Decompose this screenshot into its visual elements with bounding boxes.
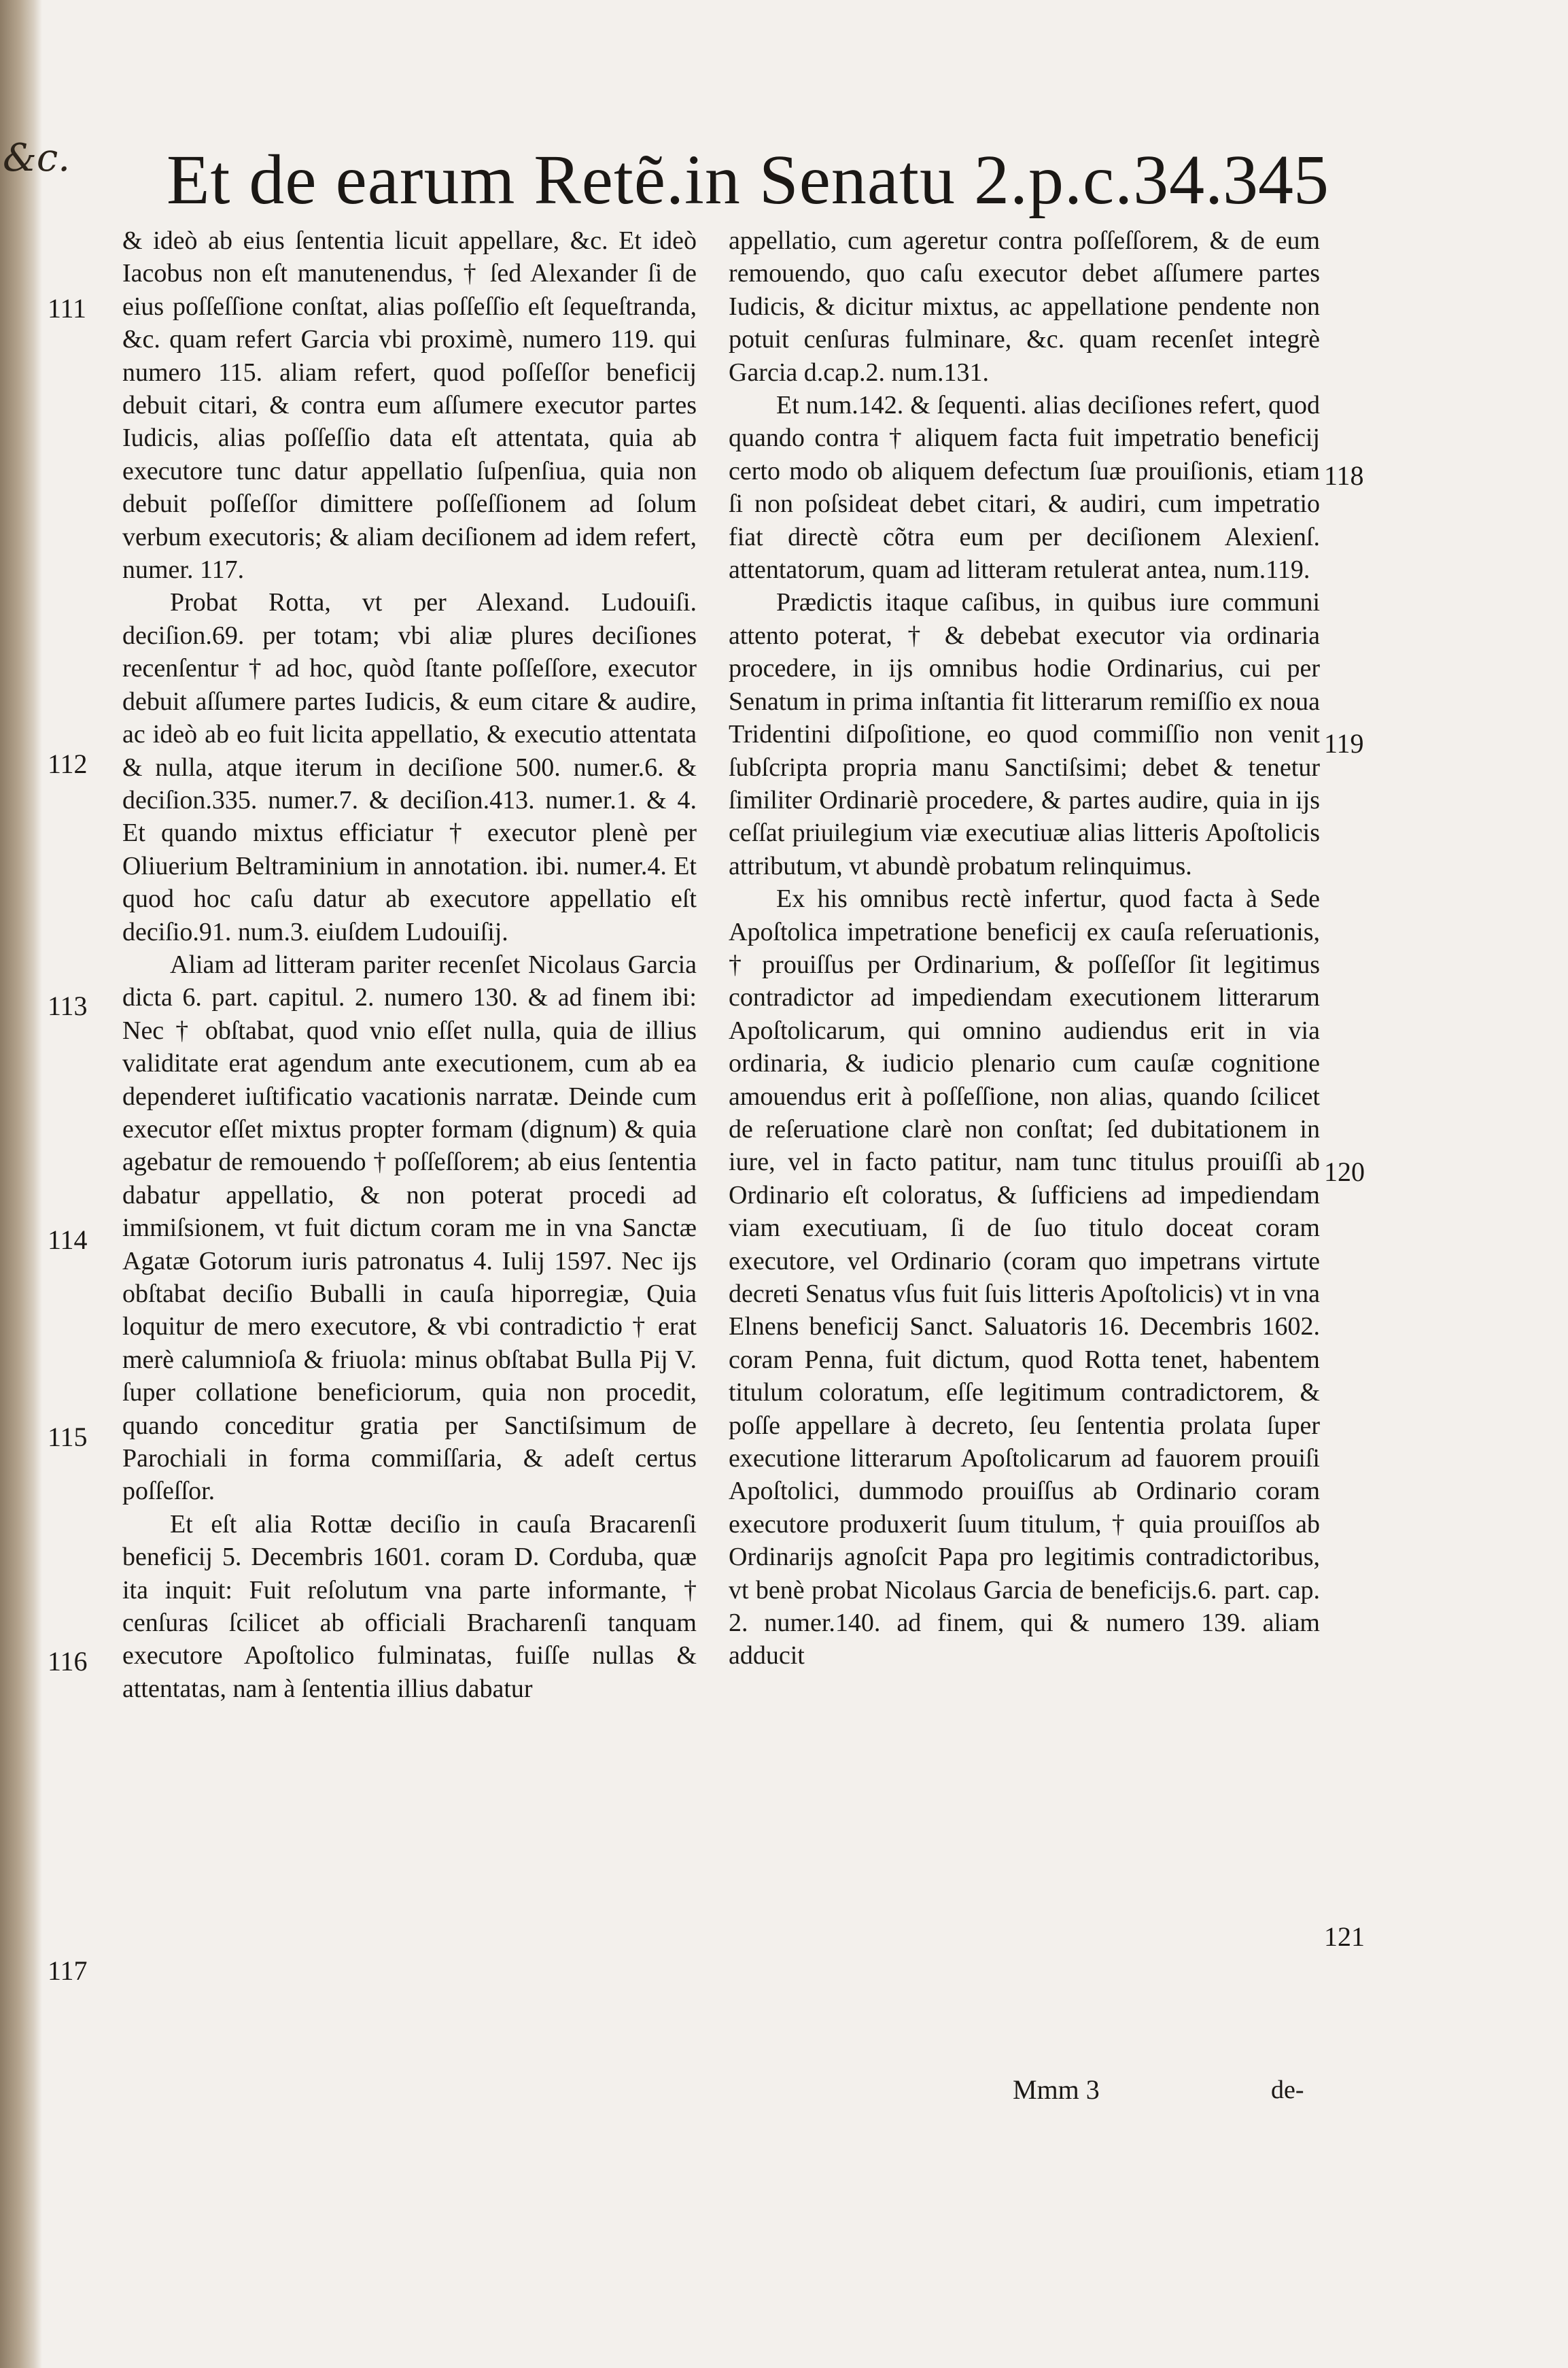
margin-number: 121 bbox=[1324, 1921, 1365, 1952]
margin-number: 117 bbox=[48, 1955, 88, 1986]
gutter-text: &c. bbox=[3, 136, 71, 180]
paragraph: Probat Rotta, vt per Alexand. Ludouiſi. deciſion.69. per totam; vbi aliæ plures deciſiones recenſentur † ad hoc, quòd ſtante poſſeſſore, executor debuit aſſumere partes Iudicis, & eum citare & audire, ac ideò ab eo fuit licita appellatio, & executio attentata & nulla, atque iterum in deciſione 500. numer.6. & deciſion.335. numer.7. & deciſion.413. numer.1. & 4. Et quando mixtus efficiatur † executor plenè per Oliuerium Beltraminium in annotation. ibi. numer.4. Et quod hoc caſu datur ab executore appellatio eſt deciſio.91. num.3. eiuſdem Ludouiſij. bbox=[122, 588, 697, 946]
right-column bbox=[729, 224, 1320, 1672]
margin-number: 113 bbox=[48, 991, 88, 1021]
margin-number: 112 bbox=[48, 749, 88, 779]
paragraph: & ideò ab eius ſententia licuit appellare, &c. Et ideò Iacobus non eſt manutenendus, † ſed Alexander ſi de eius poſſeſſione conſtat, alias poſſeſſio eſt ſequeſtranda, &c. quam refert Garcia vbi proximè, numero 119. qui numero 115. aliam refert, quod poſſeſſor beneficij debuit citari, & contra eum aſſumere executor partes Iudicis, alias poſſeſſio data eſt attentata, quia ab executore tunc datur appellatio ſuſpenſiua, quia non debuit poſſeſſor dimittere poſſeſſionem ad ſolum verbum executoris; & aliam deciſionem ad idem refert, numer. 117. bbox=[122, 226, 697, 585]
page-number: 345 bbox=[1223, 141, 1329, 219]
paragraph: appellatio, cum ageretur contra poſſeſſorem, & de eum remouendo, quo caſu executor debet aſſumere partes Iudicis, & dicitur mixtus, ac appellatione pendente non potuit cenſuras fulminare, &c. quam recenſet integrè Garcia d.cap.2. num.131. bbox=[729, 226, 1320, 387]
paragraph: Aliam ad litteram pariter recenſet Nicolaus Garcia dicta 6. part. capitul. 2. numero 130. & ad finem ibi: Nec † obſtabat, quod vnio eſſet nulla, quia de illius validitate erat agendum ante executionem, cum ab ea dependeret iuſtificatio vacationis narratæ. Deinde cum executor eſſet mixtus propter formam (dignum) & quia agebatur de remouendo † poſſeſſorem; ab eius ſententia dabatur appellatio, & non poterat procedi ad immiſsionem, vt fuit dictum coram me in vna Sanctæ Agatæ Gotorum iuris patronatus 4. Iulij 1597. Nec ijs obſtabat deciſio Buballi in cauſa hiporregiæ, Quia loquitur de mero executore, & vbi contradictio † erat merè calumnioſa & friuola: minus obſtabat Bulla Pij V. ſuper collatione beneficiorum, quia non procedit, quando conceditur gratia per Sanctiſsimum de Parochiali in forma commiſſaria, & adeſt certus poſſeſſor. bbox=[122, 950, 697, 1506]
left-column bbox=[122, 224, 697, 1705]
margin-number: 114 bbox=[48, 1224, 88, 1255]
signature-mark: Mmm 3 bbox=[1013, 2074, 1100, 2105]
margin-number: 118 bbox=[1324, 460, 1364, 491]
margin-number: 115 bbox=[48, 1422, 88, 1452]
margin-number: 119 bbox=[1324, 728, 1364, 759]
running-head-title: Et de earum Retẽ.in Senatu 2.p.c.34. bbox=[167, 141, 1224, 219]
margin-number: 116 bbox=[48, 1646, 88, 1677]
running-head bbox=[167, 139, 1329, 221]
margin-number: 120 bbox=[1324, 1156, 1365, 1187]
margin-number: 111 bbox=[48, 293, 87, 324]
paragraph: Ex his omnibus rectè infertur, quod facta à Sede Apoſtolica impetratione beneficij ex cauſa reſeruationis, † prouiſſus per Ordinarium, & poſſeſſor ſit legitimus contradictor ad impediendam executionem litterarum Apoſtolicarum, qui omnino audiendus erit in via ordinaria, & iudicio plenario cum cauſæ cognitione amouendus erit à poſſeſſione, non alias, quando ſcilicet de reſeruatione clarè non conſtat; ſed dubitationem in iure, vel in facto patitur, nam tunc titulus prouiſſi ab Ordinario eſt coloratus, & ſufficiens ad impediendam viam executiuam, ſi de ſuo titulo doceat coram executore, vel Ordinario (coram quo impetrans virtute decreti Senatus vſus fuit ſuis litteris Apoſtolicis) vt in vna Elnens beneficij Sanct. Saluatoris 16. Decembris 1602. coram Penna, fuit dictum, quod Rotta tenet, habentem titulum coloratum, eſſe legitimum contradictorem, & poſſe appellare à decreto, ſeu ſententia prolata ſuper executione litterarum Apoſtolicarum ad fauorem prouiſi Apoſtolici, dummodo prouiſſus ab Ordinario coram executore produxerit ſuum titulum, † quia prouiſſos ab Ordinarijs agnoſcit Papa pro legitimis contradictoribus, vt benè probat Nicolaus Garcia de beneficijs.6. part. cap. 2. numer.140. ad finem, qui & numero 139. aliam adducit bbox=[729, 885, 1320, 1670]
catchword: de- bbox=[1271, 2076, 1304, 2104]
paragraph: Et eſt alia Rottæ deciſio in cauſa Bracarenſi beneficij 5. Decembris 1601. coram D. Corduba, quæ ita inquit: Fuit reſolutum vna parte informante, † cenſuras ſcilicet ab officiali Bracharenſi tanquam executore Apoſtolico fulminatas, fuiſſe nullas & attentatas, nam à ſententia illius dabatur bbox=[122, 1509, 697, 1703]
paragraph: Prædictis itaque caſibus, in quibus iure communi attento poterat, † & debebat executor via ordinaria procedere, in ijs omnibus hodie Ordinarius, cui per Senatum in prima inſtantia fit litterarum remiſſio ex noua Tridentini diſpoſitione, eo quod commiſſio non venit ſubſcripta propria manu Sanctiſsimi; debet & tenetur ſimiliter Ordinariè procedere, & partes audire, quia in ijs ceſſat priuilegium viæ executiuæ alias litteris Apoſtolicis attributum, vt abundè probatum relinquimus. bbox=[729, 588, 1320, 880]
paragraph: Et num.142. & ſequenti. alias deciſiones refert, quod quando contra † aliquem facta fuit impetratio beneficij certo modo ob aliquem defectum ſuæ prouiſionis, etiam ſi non poſsideat debet citari, & audiri, cum impetratio fiat directè cõtra eum per deciſionem Alexienſ. attentatorum, quam ad litteram retulerat antea, num.119. bbox=[729, 391, 1320, 585]
